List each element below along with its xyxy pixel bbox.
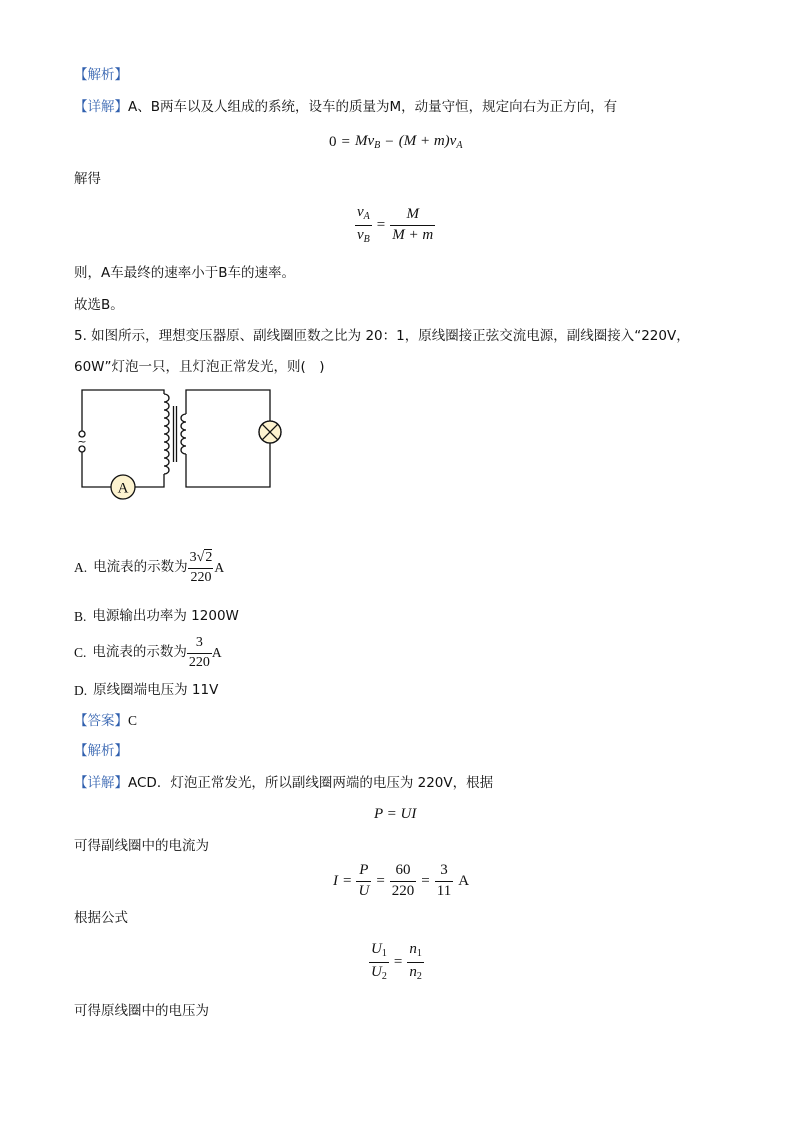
q5-stem-line1: 5. 如图所示，理想变压器原、副线圈匝数之比为 20：1，原线圈接正弦交流电源，副线圈接入“220V， (74, 328, 690, 344)
option-c-fraction: $\frac{3}{220}$ (188, 635, 210, 670)
power-equation: P = UI (374, 806, 417, 822)
primary-top-wire (82, 390, 164, 431)
q5-analysis-tag: 【解析】 (74, 743, 128, 759)
analysis-tag: 【解析】 (74, 67, 128, 83)
secondary-coil (181, 414, 186, 454)
primary-coil (164, 394, 169, 474)
option-d: D. 原线圈端电压为 11V (74, 682, 219, 698)
current-line: 可得副线圈中的电流为 (74, 838, 209, 854)
primary-right-bottom-wire (135, 474, 164, 487)
ratio-equation: $\frac{v_A}{v_B}$ = $\frac{M}{M + m}$ (357, 204, 434, 245)
source-symbol: ~ (77, 435, 87, 448)
detail-text: A、B两车以及人组成的系统，设车的质量为M，动量守恒，规定向右为正方向，有 (128, 99, 618, 115)
momentum-equation: 0 = $Mv_B$ − $(M + m)v_A$ (329, 133, 463, 151)
conclusion-text: 则，A车最终的速率小于B车的速率。 (74, 265, 295, 281)
velocity-ratio: $\frac{v_A}{v_B}$ (357, 204, 370, 245)
option-b: B. 电源输出功率为 1200W (74, 608, 239, 624)
voltage-line: 可得原线圈中的电压为 (74, 1003, 209, 1019)
primary-left-bottom-wire (82, 451, 111, 487)
option-a-fraction: $\frac{3√2}{220}$ (189, 550, 213, 585)
q5-detail-line (74, 777, 493, 791)
answer-value: C (128, 713, 138, 728)
secondary-bottom-wire (186, 443, 270, 487)
detail-tag: 【详解】 (74, 99, 128, 115)
current-equation: I = $\frac{P}{U}$ = $\frac{60}{220}$ = $\frac{3}{11}$ A (333, 862, 470, 899)
ammeter-label: A (117, 480, 129, 497)
formula-label: 根据公式 (74, 910, 128, 926)
q5-detail-text: ACD．灯泡正常发光，所以副线圈两端的电压为 220V，根据 (128, 775, 494, 791)
q5-detail-tag: 【详解】 (74, 775, 128, 791)
transformer-circuit-diagram (70, 386, 285, 502)
secondary-top-wire (186, 390, 270, 421)
answer-tag: 【答案】 (74, 713, 128, 729)
option-a: A. 电流表的示数为 $\frac{3√2}{220}$ A (74, 550, 225, 585)
turns-ratio-equation: $\frac{U_1}{U_2}$ = $\frac{n_1}{n_2}$ (371, 941, 422, 982)
mass-ratio: $\frac{M}{M + m}$ (392, 205, 434, 243)
answer-line (74, 714, 137, 729)
solve-label: 解得 (74, 171, 101, 187)
choose-text: 故选B。 (74, 297, 124, 313)
detail-line (74, 101, 617, 115)
q5-stem-line2: 60W”灯泡一只，且灯泡正常发光，则( ) (74, 359, 325, 375)
option-c: C. 电流表的示数为 $\frac{3}{220}$ A (74, 635, 222, 670)
